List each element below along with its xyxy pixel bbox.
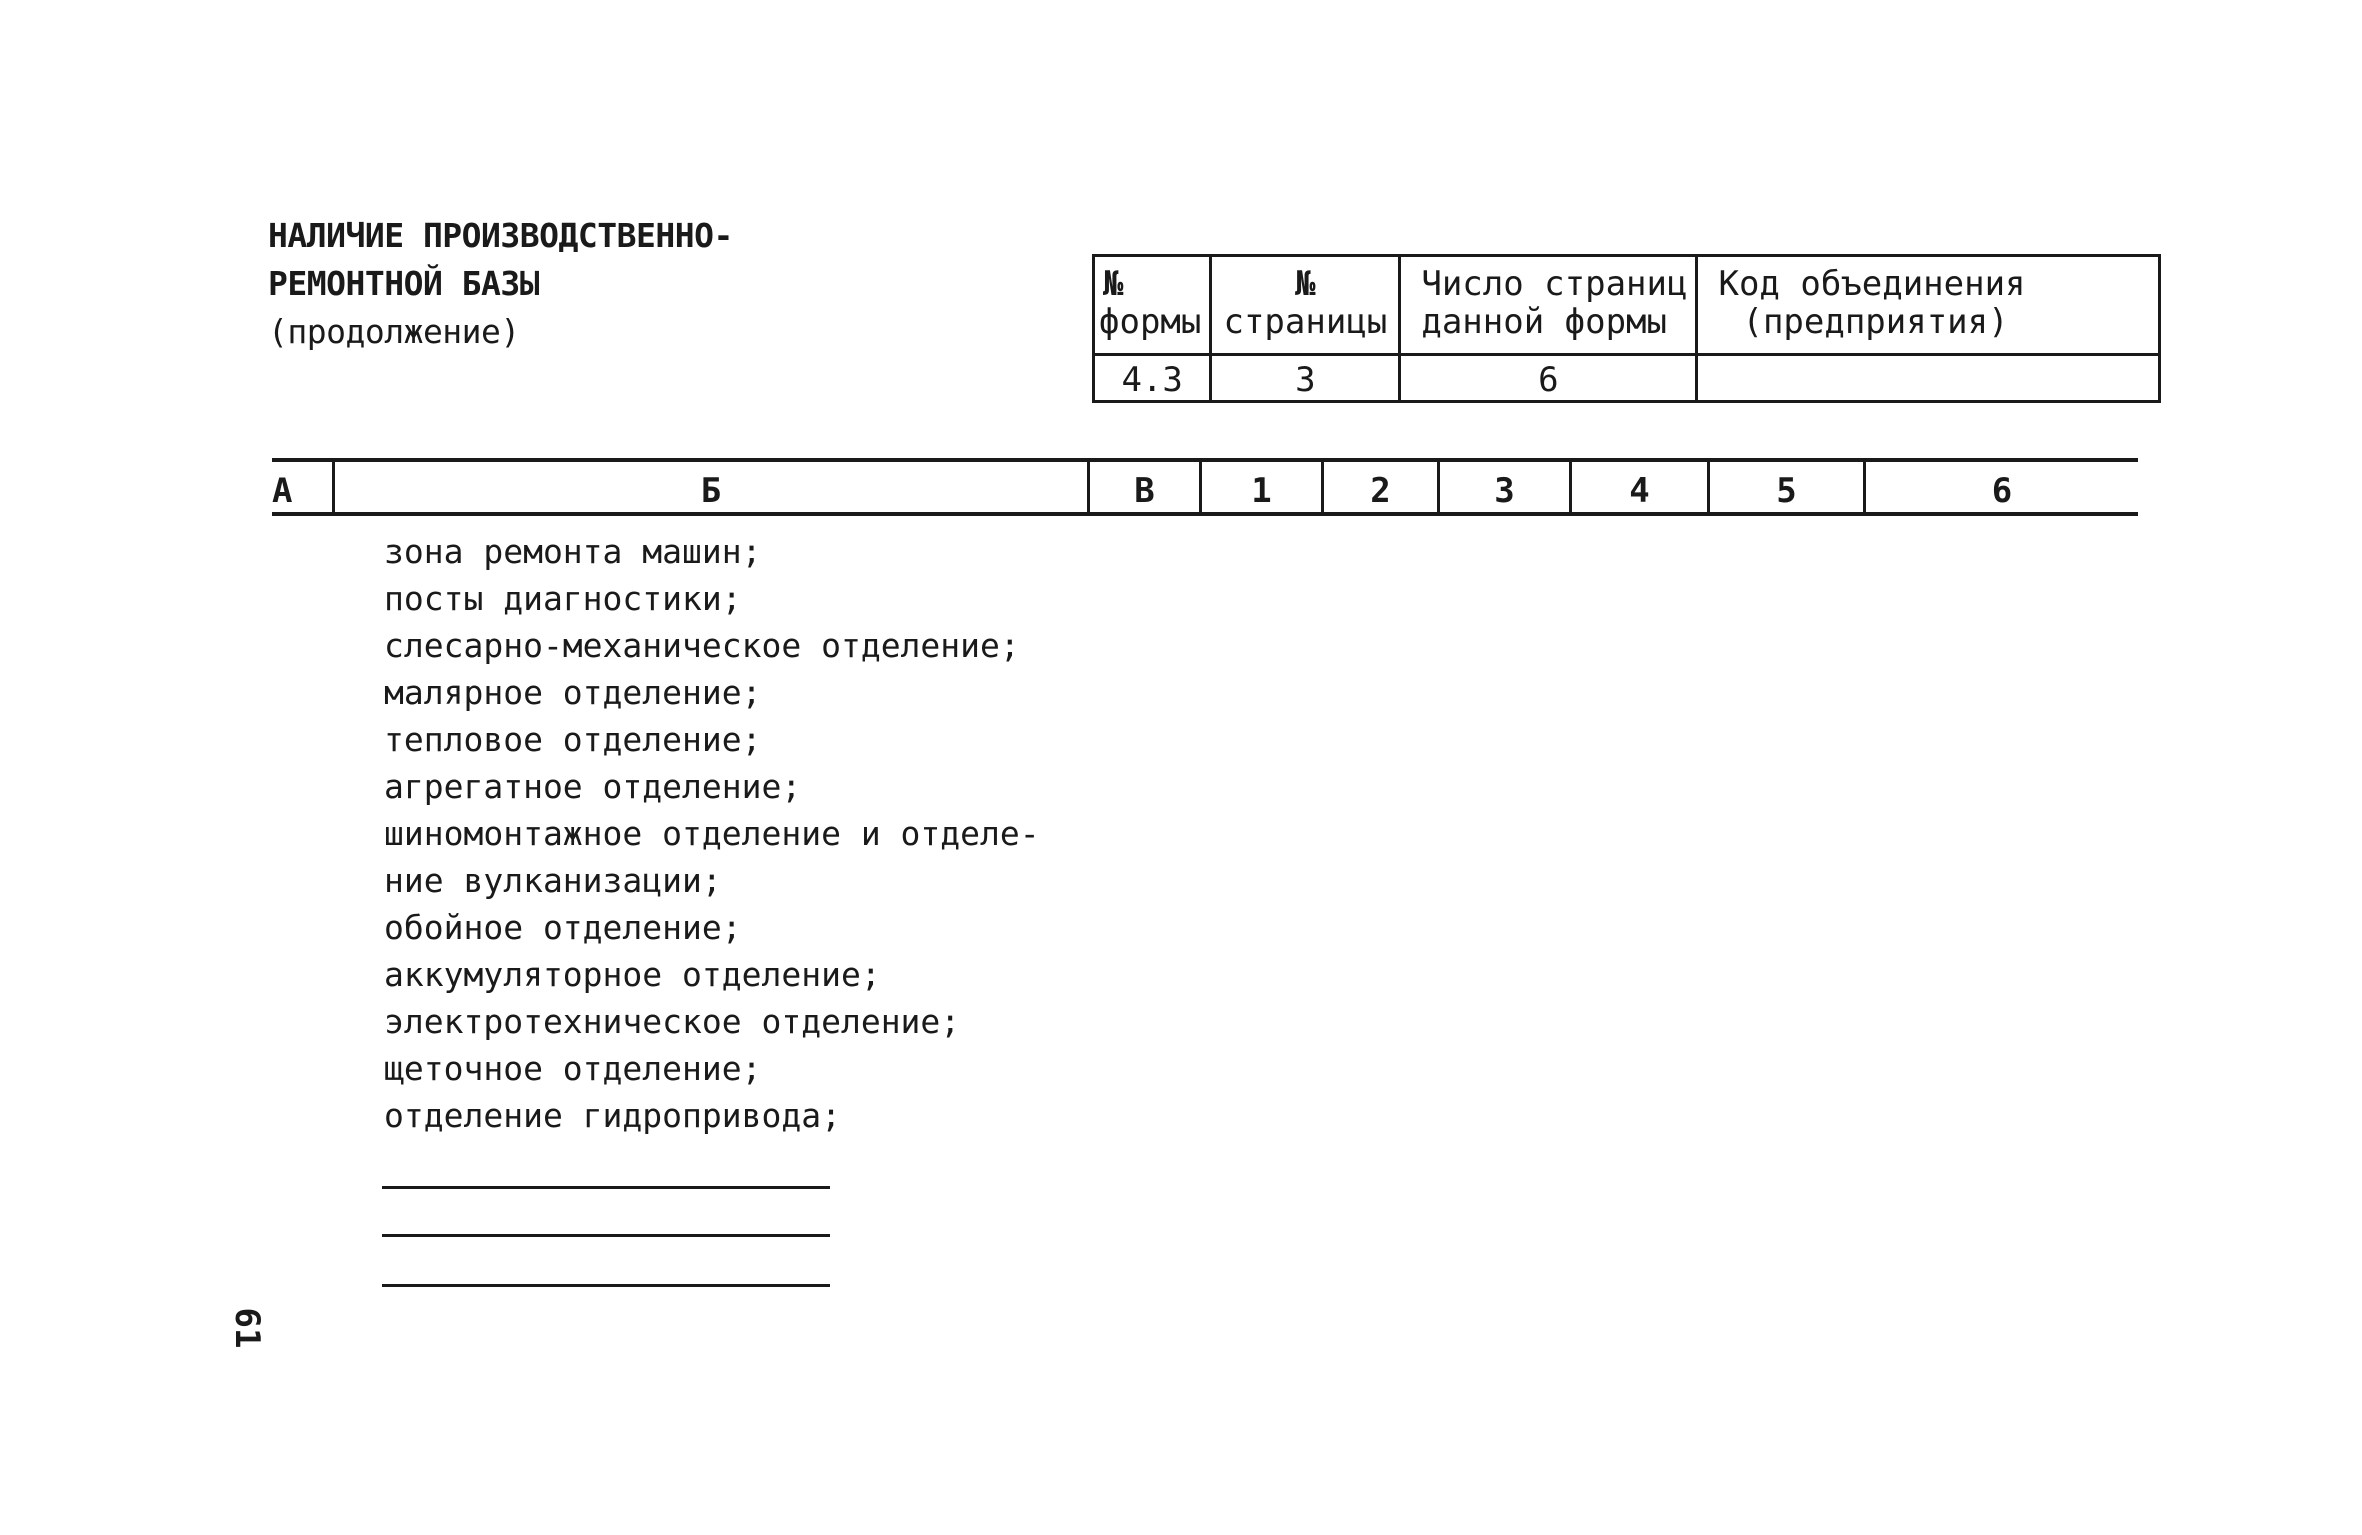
list-item: отделение гидропривода; <box>384 1096 841 1135</box>
form-info-table <box>1092 254 2161 403</box>
org-code-header <box>1697 256 2160 355</box>
blank-entry-line <box>382 1284 830 1287</box>
blank-entry-line <box>382 1234 830 1237</box>
list-item: тепловое отделение; <box>384 720 762 759</box>
page-number: 61 <box>227 1307 267 1349</box>
heading-line-1: НАЛИЧИЕ ПРОИЗВОДСТВЕННО- <box>268 216 733 255</box>
list-item: щеточное отделение; <box>384 1049 762 1088</box>
info-table-value-row <box>1094 355 2160 402</box>
department-list <box>384 528 1040 1139</box>
page-no-value: 3 <box>1211 355 1400 402</box>
column-header-2: 2 <box>1321 462 1437 512</box>
list-item: шиномонтажное отделение и отделе- <box>384 814 1040 853</box>
blank-entry-line <box>382 1186 830 1189</box>
list-item: малярное отделение; <box>384 673 762 712</box>
list-item: агрегатное отделение; <box>384 767 802 806</box>
form-no-header-sign: № <box>1103 264 1124 304</box>
list-item: ние вулканизации; <box>384 861 722 900</box>
column-header-b: Б <box>332 462 1087 512</box>
list-item: слесарно-механическое отделение; <box>384 626 1020 665</box>
form-no-header-label: формы <box>1099 302 1202 342</box>
info-table-header-row <box>1094 256 2160 355</box>
column-header-3: 3 <box>1437 462 1569 512</box>
form-no-header <box>1094 256 1211 355</box>
heading-line-2: РЕМОНТНОЙ БАЗЫ <box>268 264 540 303</box>
list-item: аккумуляторное отделение; <box>384 955 881 994</box>
column-header-6: 6 <box>1863 462 2138 512</box>
page-no-header <box>1211 256 1400 355</box>
column-header-row <box>272 458 2138 516</box>
list-item: обойное отделение; <box>384 908 742 947</box>
column-header-4: 4 <box>1569 462 1707 512</box>
page-no-header-label: страницы <box>1223 302 1388 342</box>
list-item: зона ремонта машин; <box>384 532 762 571</box>
org-code-value <box>1697 355 2160 402</box>
column-header-a: А <box>272 471 293 511</box>
org-code-header-line-2: (предприятия) <box>1742 302 2009 342</box>
page-count-header-line-2: данной формы <box>1421 302 1667 342</box>
page-no-header-sign: № <box>1295 264 1316 304</box>
list-item: электротехническое отделение; <box>384 1002 961 1041</box>
page-count-value: 6 <box>1400 355 1697 402</box>
form-no-value: 4.3 <box>1094 355 1211 402</box>
form-heading <box>268 212 733 356</box>
column-header-v: В <box>1087 462 1199 512</box>
list-item: посты диагностики; <box>384 579 742 618</box>
heading-line-3: (продолжение) <box>268 312 520 351</box>
column-header-1: 1 <box>1199 462 1321 512</box>
column-header-5: 5 <box>1707 462 1863 512</box>
page-count-header <box>1400 256 1697 355</box>
org-code-header-line-1: Код объединения <box>1718 264 2026 304</box>
page-count-header-line-1: Число страниц <box>1421 264 1688 304</box>
